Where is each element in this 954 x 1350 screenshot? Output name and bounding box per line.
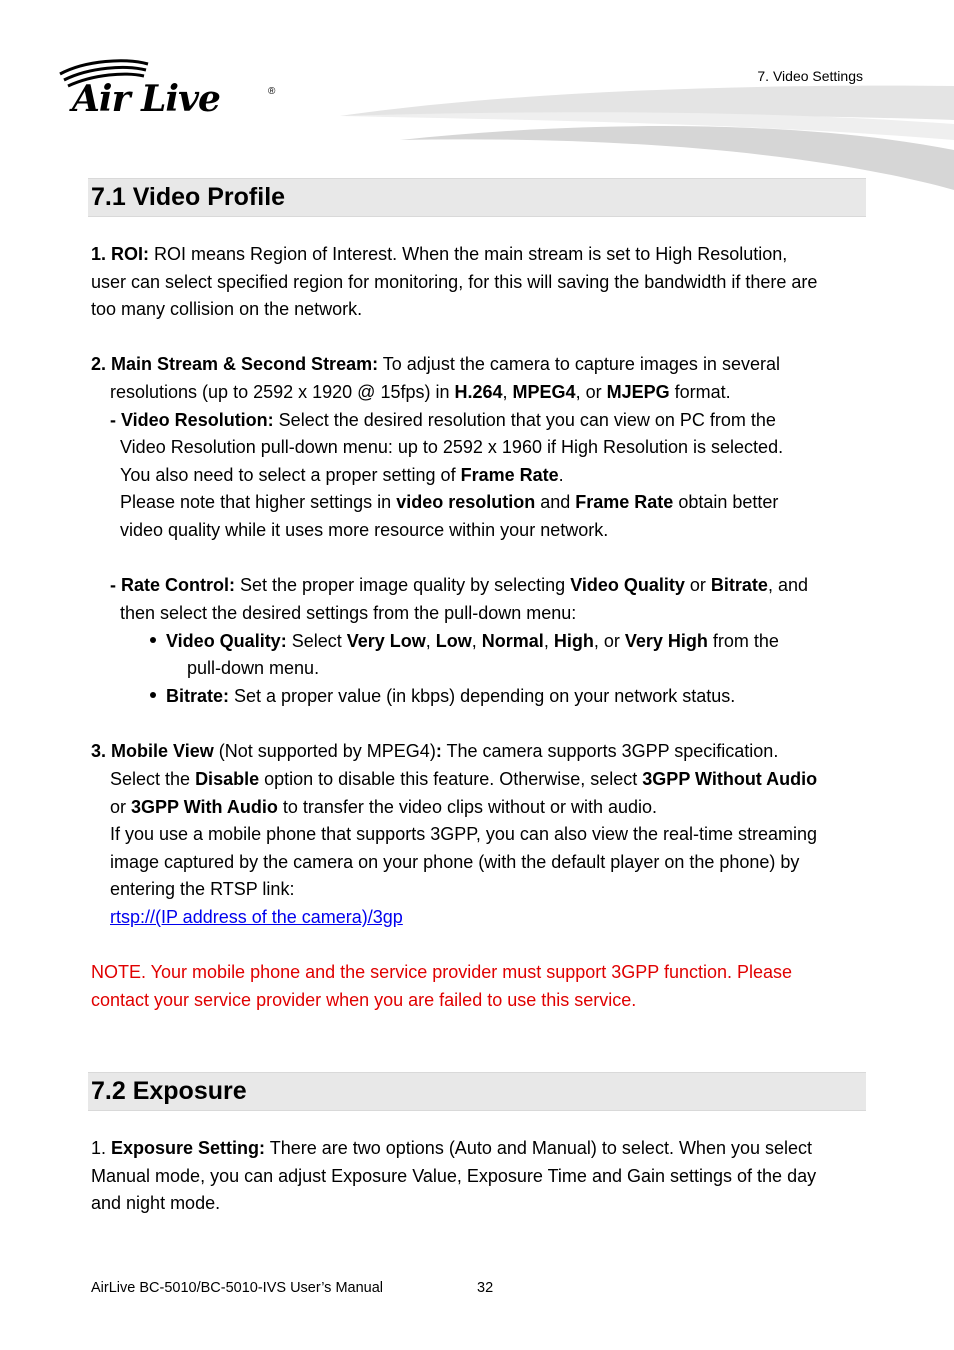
mobile-view-label: 3. Mobile View [91,741,214,761]
text: entering the RTSP link: [110,879,295,900]
text: image captured by the camera on your phone (with the default player on the phone) by [110,851,800,872]
text: to transfer the video clips without or with audio. [277,796,658,817]
text: resolutions (up to 2592 x 1920 @ 15fps) in [110,382,455,402]
note-line2: contact your service provider when you are failed to use this service. [91,989,637,1010]
video-resolution: video resolution [396,492,536,513]
text: then select the desired settings from the pull-down menu: [120,603,577,623]
main-stream-text: To adjust the camera to capture images in several [378,354,780,374]
rate-control-item [110,572,808,600]
roi-text-line2: user can select specified region for monitoring, for this will saving the bandwidth if there are [91,271,818,292]
mobile-view-paragraph [91,738,778,766]
text: If you use a mobile phone that supports 3GPP, you can also view the real-time streaming [110,824,818,845]
bullet-bitrate [150,683,735,711]
footer-page-number: 32 [477,1280,494,1296]
section-heading-video-profile [88,178,866,217]
mjepg: MJEPG [606,382,670,402]
rtsp-link[interactable]: rtsp://(IP address of the camera)/3gp [110,906,403,927]
text: , or [575,382,607,402]
note-paragraph [91,959,792,1014]
bullet-video-quality [150,628,779,656]
exposure-paragraph [91,1135,816,1218]
text: obtain better [673,492,779,513]
mpeg4: MPEG4 [512,382,576,402]
exposure-setting-label: Exposure Setting: [111,1138,266,1158]
main-stream-label: 2. Main Stream & Second Stream: [91,354,379,374]
airlive-logo [56,56,286,126]
text: , [425,631,436,651]
main-stream-line2 [110,379,731,407]
text: , and [767,575,808,595]
bitrate: Bitrate [710,575,768,595]
text: option to disable this feature. Otherwise, select [259,769,643,789]
bullet-icon [150,692,156,698]
opt: High [553,631,594,651]
3gpp-with-audio: 3GPP With Audio [131,796,278,817]
text: format. [669,382,731,402]
section-heading-exposure [88,1072,866,1111]
opt: Low [435,631,472,651]
text: . [558,464,564,485]
mobile-view-body [110,766,817,932]
3gpp-without-audio: 3GPP Without Audio [642,769,818,789]
text: Video Resolution pull-down menu: up to 2592 x 1960 if High Resolution is selected. [120,437,784,457]
video-resolution-label: - Video Resolution: [110,410,274,430]
rate-control-label: - Rate Control: [110,575,235,595]
opt: Very High [624,631,708,651]
text: 1. [91,1138,112,1158]
frame-rate: Frame Rate [575,492,674,513]
text: Select the desired resolution that you can view on PC from the [273,410,776,430]
roi-paragraph [91,241,817,324]
video-quality: Video Quality [570,575,685,595]
frame-rate: Frame Rate [460,464,559,485]
roi-text-line3: too many collision on the network. [91,299,363,320]
text: and [535,492,576,513]
video-resolution-item [110,407,776,435]
text: Select [286,631,347,651]
text: Manual mode, you can adjust Exposure Value, Exposure Time and Gain settings of the day [91,1165,817,1186]
roi-label: 1. ROI: [91,244,150,264]
footer-manual-title: AirLive BC-5010/BC-5010-IVS User’s Manual [91,1280,384,1296]
text: or [684,575,711,595]
text: Set the proper image quality by selecting [235,575,571,595]
text: , [502,382,513,402]
main-stream-paragraph [91,351,780,379]
text: : [435,741,442,761]
text: video quality while it uses more resource within your network. [120,519,609,540]
opt: Very Low [346,631,426,651]
text: , or [593,631,625,651]
text: , [471,631,482,651]
text: from the [707,631,779,651]
bullet-video-quality-line2: pull-down menu. [187,658,320,678]
text: The camera supports 3GPP specification. [441,741,779,761]
heading-text: 7.2 Exposure [91,1077,247,1105]
logo-text: Air Live [72,78,220,120]
disable: Disable [195,769,260,789]
text: and night mode. [91,1193,221,1214]
text: There are two options (Auto and Manual) to select. When you select [265,1138,813,1158]
text: Select the [110,769,196,789]
video-resolution-body [120,434,783,544]
roi-text: ROI means Region of Interest. When the main stream is set to High Resolution, [149,244,788,264]
text: Please note that higher settings in [120,492,397,513]
bitrate-label: Bitrate: [166,686,230,706]
opt: Normal [481,631,544,651]
text: , [543,631,554,651]
registered-mark: ® [268,86,276,97]
video-quality-label: Video Quality: [166,631,287,651]
heading-text: 7.1 Video Profile [91,183,286,211]
chapter-section-label: 7. Video Settings [757,68,863,84]
text: Set a proper value (in kbps) depending on your network status. [229,686,736,706]
note-line1: NOTE. Your mobile phone and the service provider must support 3GPP function. Please [91,962,793,982]
rate-control-body [120,600,576,628]
bullet-icon [150,637,156,643]
text: You also need to select a proper setting of [120,464,461,485]
h264: H.264 [454,382,503,402]
text: (Not supported by MPEG4) [213,741,436,761]
text: or [110,796,132,817]
